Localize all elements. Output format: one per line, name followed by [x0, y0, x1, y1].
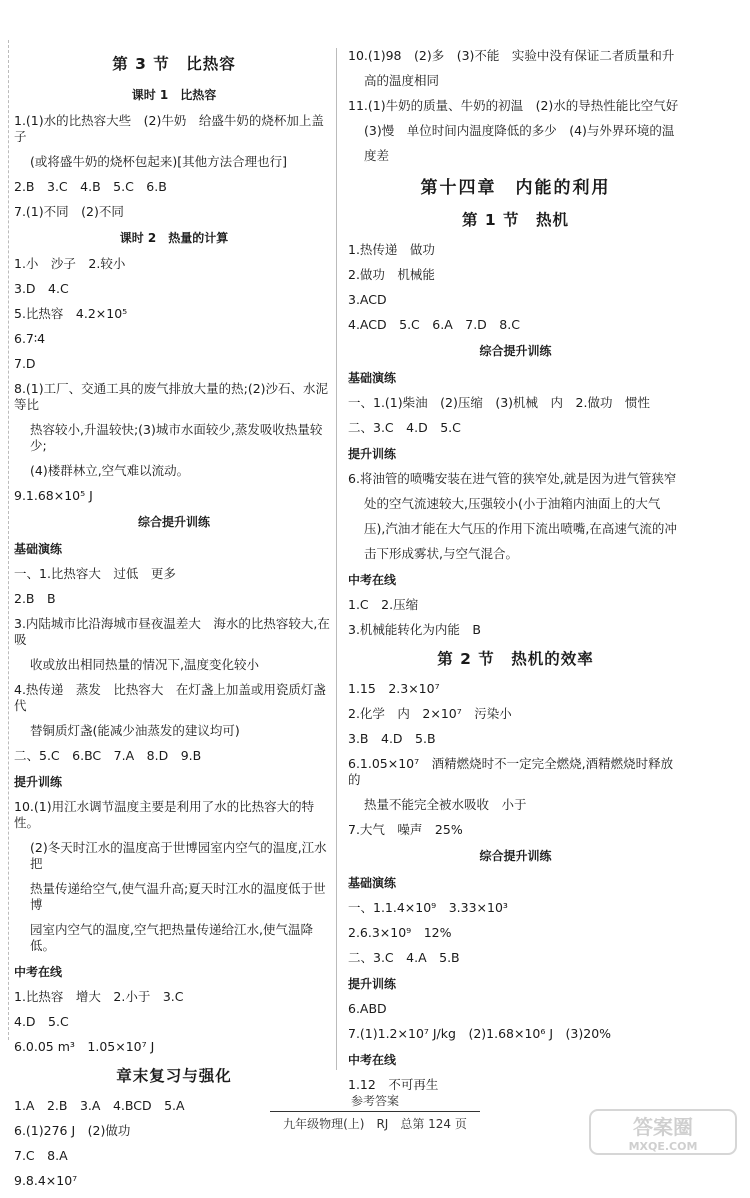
comprehensive-title: 综合提升训练 — [479, 344, 552, 358]
answer-line: 4.ACD 5.C 6.A 7.D 8.C — [348, 317, 520, 332]
answer-line: 3.机械能转化为内能 B — [348, 622, 482, 637]
answer-line: 4.热传递 蒸发 比热容大 在灯盏上加盖或用瓷质灯盏代 — [14, 682, 326, 713]
right-column — [348, 48, 683, 1102]
answer-line: 7.大气 噪声 25% — [348, 822, 463, 837]
answer-line: 10.(1)98 (2)多 (3)不能 实验中没有保证二者质量和升 — [348, 48, 675, 63]
answer-line: (或将盛牛奶的烧杯包起来)[其他方法合理也行] — [30, 154, 288, 169]
answer-line: 2.做功 机械能 — [348, 267, 435, 282]
answer-line: 6.将油管的喷嘴安装在进气管的狭窄处,就是因为进气管狭窄 — [348, 471, 677, 486]
footer-heading: 参考答案 — [350, 1094, 399, 1108]
lesson-title: 课时 1 比热容 — [131, 88, 217, 102]
answer-line: 1.小 沙子 2.较小 — [14, 256, 126, 271]
answer-line: 一、1.(1)柴油 (2)压缩 (3)机械 内 2.做功 惯性 — [348, 395, 650, 410]
answer-line: 二、5.C 6.BC 7.A 8.D 9.B — [14, 748, 202, 763]
answer-line: 3.B 4.D 5.B — [348, 731, 436, 746]
answer-line: (2)冬天时江水的温度高于世博园室内空气的温度,江水把 — [30, 840, 327, 871]
answer-line: 处的空气流速较大,压强较小(小于油箱内油面上的大气 — [364, 496, 661, 511]
column-divider — [336, 48, 337, 1070]
comprehensive-title: 综合提升训练 — [137, 515, 210, 529]
answer-line: 1.热传递 做功 — [348, 242, 435, 257]
improve-label: 提升训练 — [348, 977, 397, 991]
comprehensive-title: 综合提升训练 — [479, 849, 552, 863]
answer-line: 1.比热容 增大 2.小于 3.C — [14, 989, 184, 1004]
answer-line: 二、3.C 4.D 5.C — [348, 420, 461, 435]
lesson-title: 课时 2 热量的计算 — [119, 231, 229, 245]
watermark-logo — [588, 1108, 738, 1156]
watermark-url: MXQE.COM — [628, 1140, 698, 1153]
answer-line: 11.(1)牛奶的质量、牛奶的初温 (2)水的导热性能比空气好 — [348, 98, 679, 113]
answer-line: 1.A 2.B 3.A 4.BCD 5.A — [14, 1098, 185, 1113]
answer-line: 2.6.3×10⁹ 12% — [348, 925, 452, 940]
review-title: 章末复习与强化 — [116, 1067, 232, 1085]
answer-line: 一、1.1.4×10⁹ 3.33×10³ — [348, 900, 508, 915]
basic-label: 基础演练 — [348, 371, 397, 385]
answer-line: 7.C 8.A — [14, 1148, 68, 1163]
answer-line: 替铜质灯盏(能减少油蒸发的建议均可) — [30, 723, 240, 738]
exam-label: 中考在线 — [348, 573, 397, 587]
answer-line: 二、3.C 4.A 5.B — [348, 950, 460, 965]
answer-line: 度差 — [364, 148, 390, 163]
answer-line: 一、1.比热容大 过低 更多 — [14, 566, 176, 581]
answer-line: 6.ABD — [348, 1001, 387, 1016]
answer-line: 6.(1)276 J (2)做功 — [14, 1123, 131, 1138]
answer-line: 收或放出相同热量的情况下,温度变化较小 — [30, 657, 259, 672]
answer-line: 压),汽油才能在大气压的作用下流出喷嘴,在高速气流的冲 — [364, 521, 677, 536]
answer-line: 5.比热容 4.2×10⁵ — [14, 306, 128, 321]
answer-line: 7.(1)1.2×10⁷ J/kg (2)1.68×10⁶ J (3)20% — [348, 1026, 612, 1041]
answer-line: 2.B B — [14, 591, 56, 606]
answer-line: 2.B 3.C 4.B 5.C 6.B — [14, 179, 167, 194]
answer-line: 6.0.05 m³ 1.05×10⁷ J — [14, 1039, 155, 1054]
answer-line: 3.内陆城市比沿海城市昼夜温差大 海水的比热容较大,在吸 — [14, 616, 330, 647]
footer-page-info: 九年级物理(上) RJ 总第 124 页 — [283, 1117, 467, 1131]
section-title: 第 3 节 比热容 — [112, 55, 236, 73]
binding-edge — [8, 40, 10, 1040]
answer-line: (4)楼群林立,空气难以流动。 — [30, 463, 190, 478]
answer-line: 1.12 不可再生 — [348, 1077, 439, 1092]
answer-line: 7.(1)不同 (2)不同 — [14, 204, 124, 219]
answer-line: 园室内空气的温度,空气把热量传递给江水,使气温降低。 — [30, 922, 313, 953]
answer-line: 热量传递给空气,使气温升高;夏天时江水的温度低于世博 — [30, 881, 326, 912]
answer-line: 10.(1)用江水调节温度主要是利用了水的比热容大的特性。 — [14, 799, 315, 830]
answer-line: 8.(1)工厂、交通工具的废气排放大量的热;(2)沙石、水泥等比 — [14, 381, 329, 412]
watermark-text: 答案圈 — [633, 1115, 693, 1139]
left-column — [14, 48, 334, 1198]
answer-line: 热容较小,升温较快;(3)城市水面较少,蒸发吸收热量较少; — [30, 422, 323, 453]
answer-line: 3.D 4.C — [14, 281, 69, 296]
answer-line: (3)慢 单位时间内温度降低的多少 (4)与外界环境的温 — [364, 123, 675, 138]
improve-label: 提升训练 — [14, 775, 63, 789]
answer-line: 2.化学 内 2×10⁷ 污染小 — [348, 706, 512, 721]
basic-label: 基础演练 — [348, 876, 397, 890]
improve-label: 提升训练 — [348, 447, 397, 461]
answer-line: 9.1.68×10⁵ J — [14, 488, 93, 503]
answer-line: 9.8.4×10⁷ — [14, 1173, 78, 1188]
basic-label: 基础演练 — [14, 542, 63, 556]
answer-line: 6.7∶4 — [14, 331, 46, 346]
answer-line: 3.ACD — [348, 292, 387, 307]
answer-line: 6.1.05×10⁷ 酒精燃烧时不一定完全燃烧,酒精燃烧时释放的 — [348, 756, 674, 787]
section-title: 第 1 节 热机 — [461, 211, 570, 229]
answer-line: 击下形成雾状,与空气混合。 — [364, 546, 518, 561]
answer-line: 1.C 2.压缩 — [348, 597, 419, 612]
chapter-title: 第十四章 内能的利用 — [420, 178, 611, 198]
answer-line: 1.(1)水的比热容大些 (2)牛奶 给盛牛奶的烧杯加上盖子 — [14, 113, 324, 144]
answer-line: 4.D 5.C — [14, 1014, 69, 1029]
answer-line: 7.D — [14, 356, 36, 371]
answer-line: 1.15 2.3×10⁷ — [348, 681, 440, 696]
footer-rule — [270, 1111, 480, 1112]
exam-label: 中考在线 — [14, 965, 63, 979]
answer-line: 高的温度相同 — [364, 73, 440, 88]
exam-label: 中考在线 — [348, 1053, 397, 1067]
answer-line: 热量不能完全被水吸收 小于 — [364, 797, 527, 812]
section-title: 第 2 节 热机的效率 — [437, 650, 594, 668]
